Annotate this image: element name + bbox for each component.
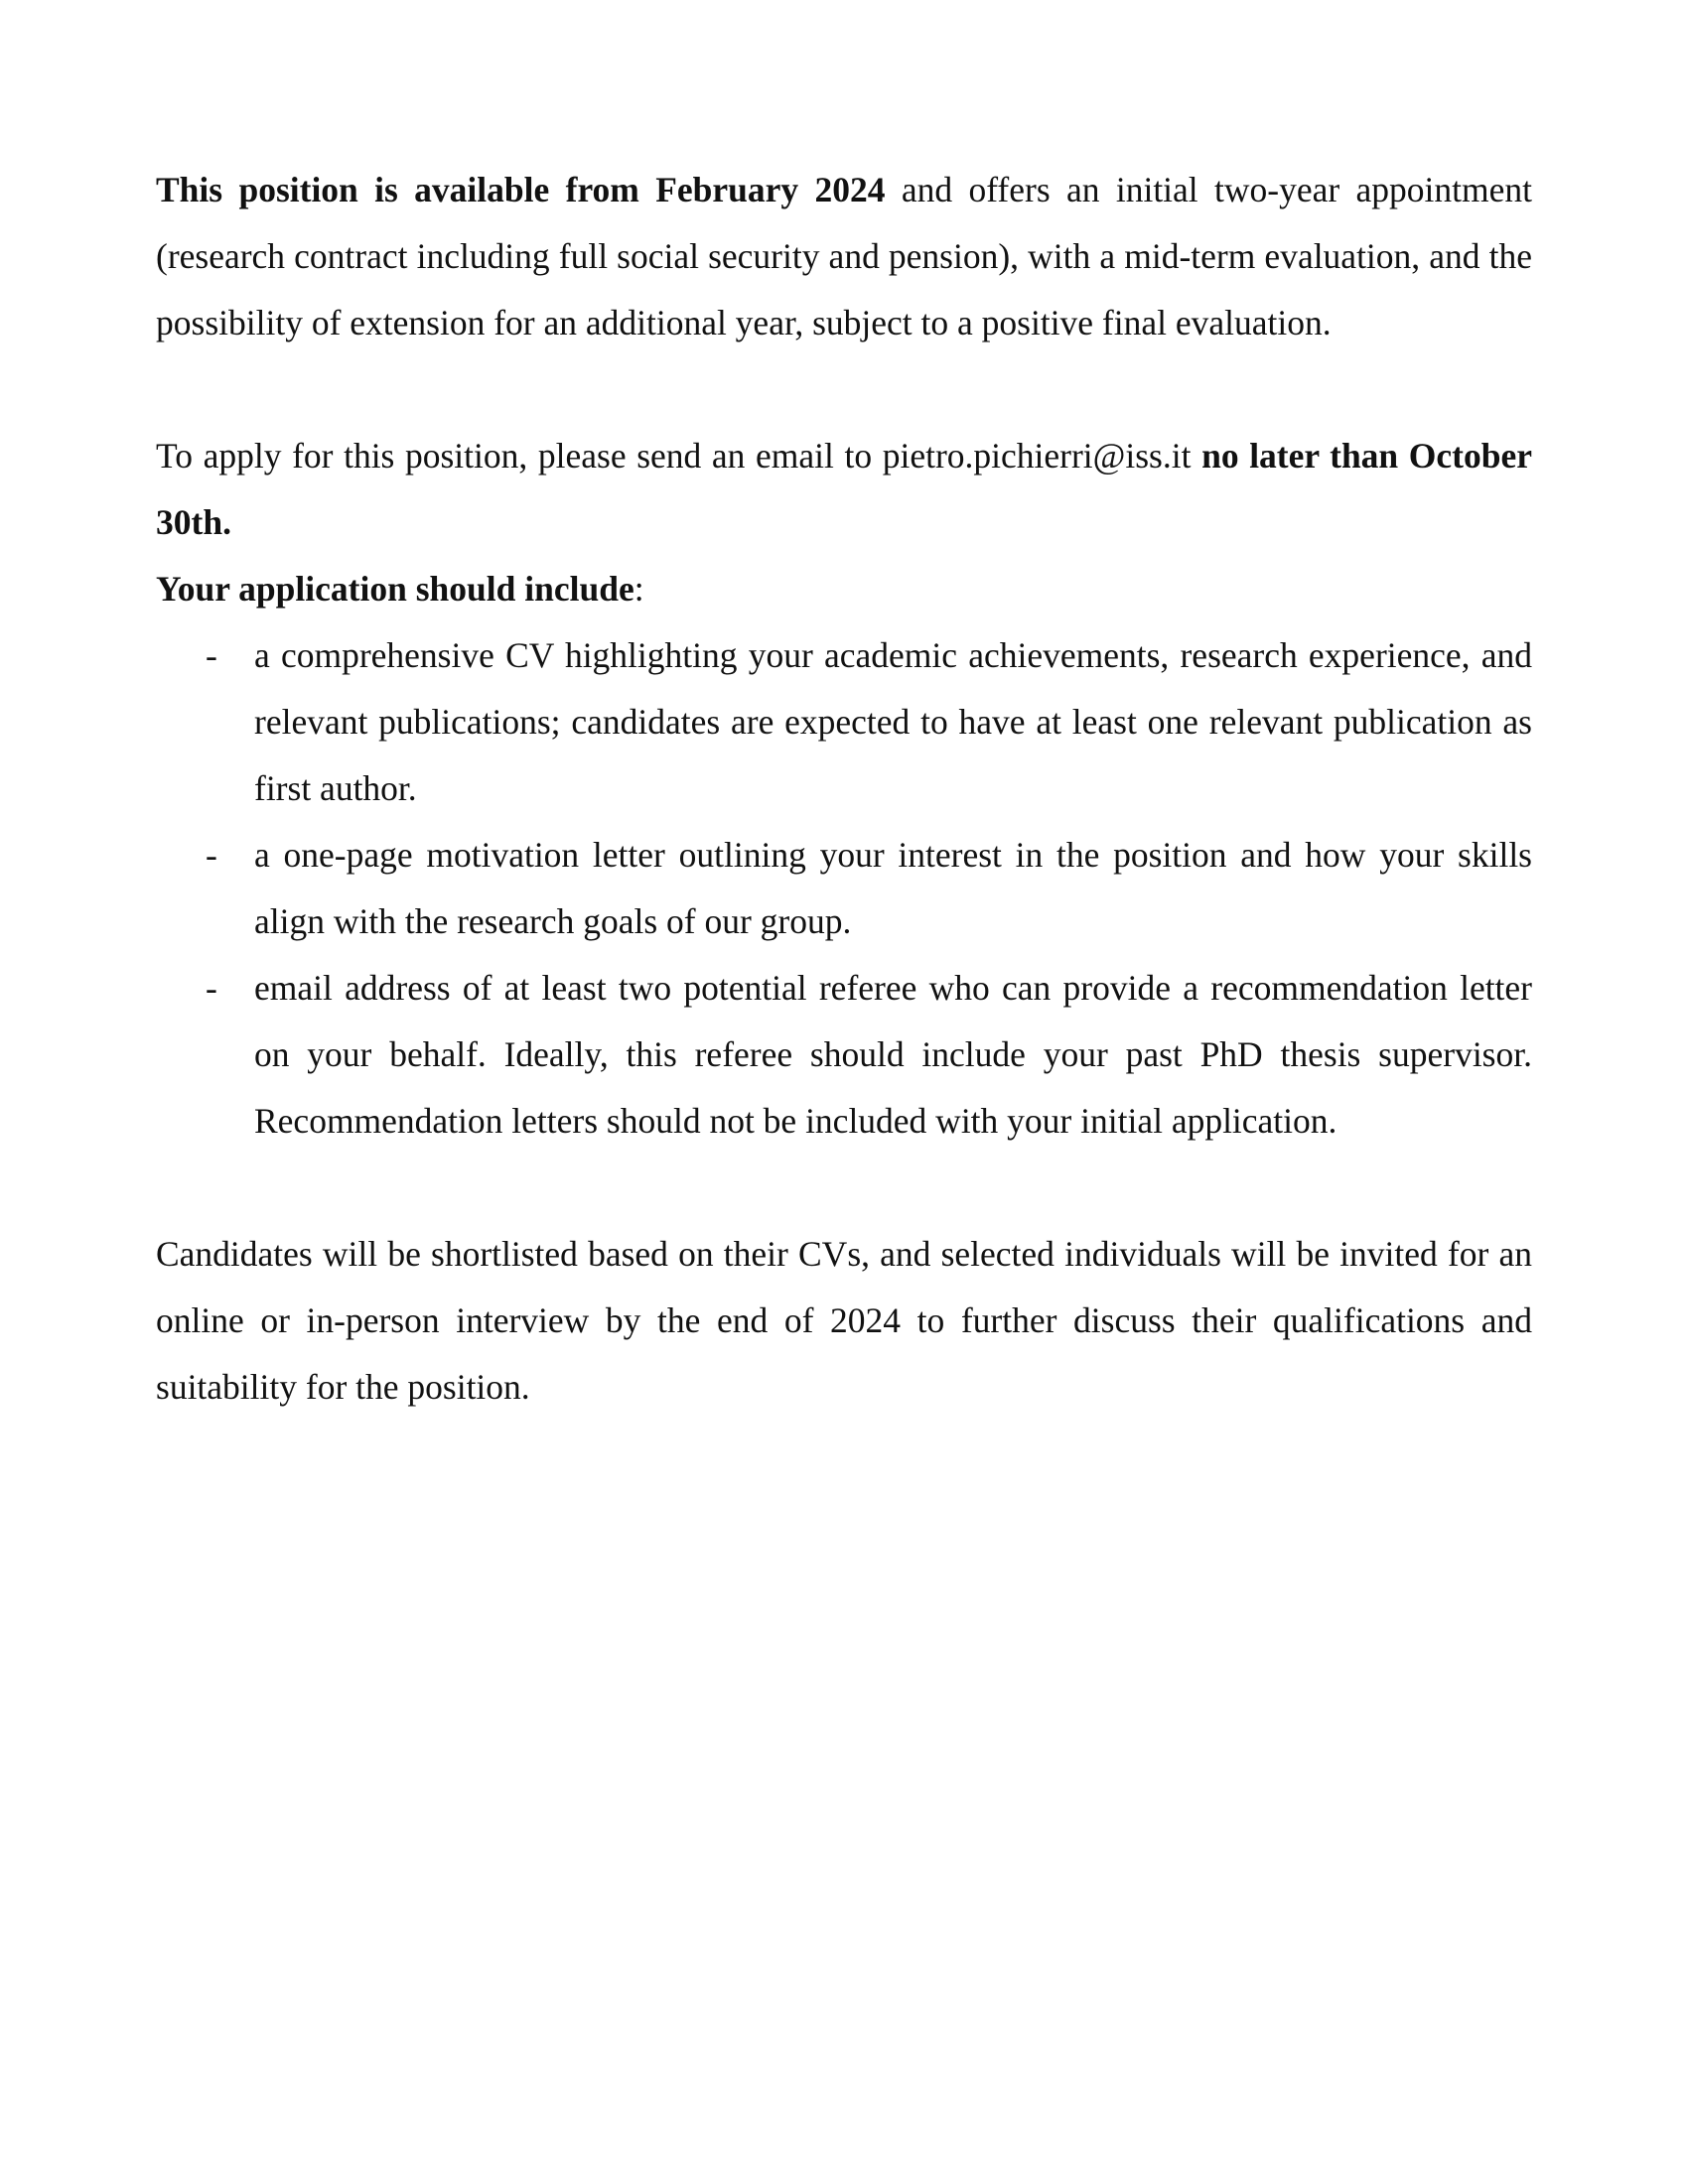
list-item [156, 822, 1532, 955]
application-heading-text: Your application should include [156, 569, 634, 609]
list-item [156, 622, 1532, 822]
availability-text: and offers an initial two-year appointment (research contract including full social security and pension), with a mid-term evaluation, and the possibility of extension for an additional year, subject to a positive final evaluation. [156, 170, 1532, 342]
selection-paragraph [156, 1221, 1532, 1421]
paragraph-spacer [156, 356, 1532, 423]
apply-deadline: no later than October 30th. [156, 436, 1532, 542]
list-item [156, 955, 1532, 1155]
selection-text: Candidates will be shortlisted based on their CVs, and selected individuals will be invited for an online or in-person interview by the end of 2024 to further discuss their qualifications and suitability for the position. [156, 1234, 1532, 1407]
list-item-text: a comprehensive CV highlighting your academic achievements, research experience, and relevant publications; candidates are expected to have at least one relevant publication as first author. [254, 635, 1532, 808]
list-item-text: a one-page motivation letter outlining your interest in the position and how your skills align with the research goals of our group. [254, 835, 1532, 941]
list-item-text: email address of at least two potential referee who can provide a recommendation letter on your behalf. Ideally, this referee should include your past PhD thesis supervisor. Recommendation letters should not be included with your initial application. [254, 968, 1532, 1141]
application-requirements-list [156, 622, 1532, 1155]
paragraph-spacer [156, 1155, 1532, 1221]
list-bullet: - [206, 635, 217, 675]
list-bullet: - [206, 835, 217, 875]
application-heading [156, 556, 1532, 622]
apply-text: To apply for this position, please send an email to pietro.pichierri@iss.it [156, 436, 1202, 476]
availability-paragraph [156, 157, 1532, 356]
availability-lead: This position is available from February 2024 [156, 170, 886, 209]
application-heading-colon: : [633, 569, 644, 609]
apply-paragraph [156, 423, 1532, 556]
list-bullet: - [206, 968, 217, 1008]
document-page [156, 157, 1532, 1421]
